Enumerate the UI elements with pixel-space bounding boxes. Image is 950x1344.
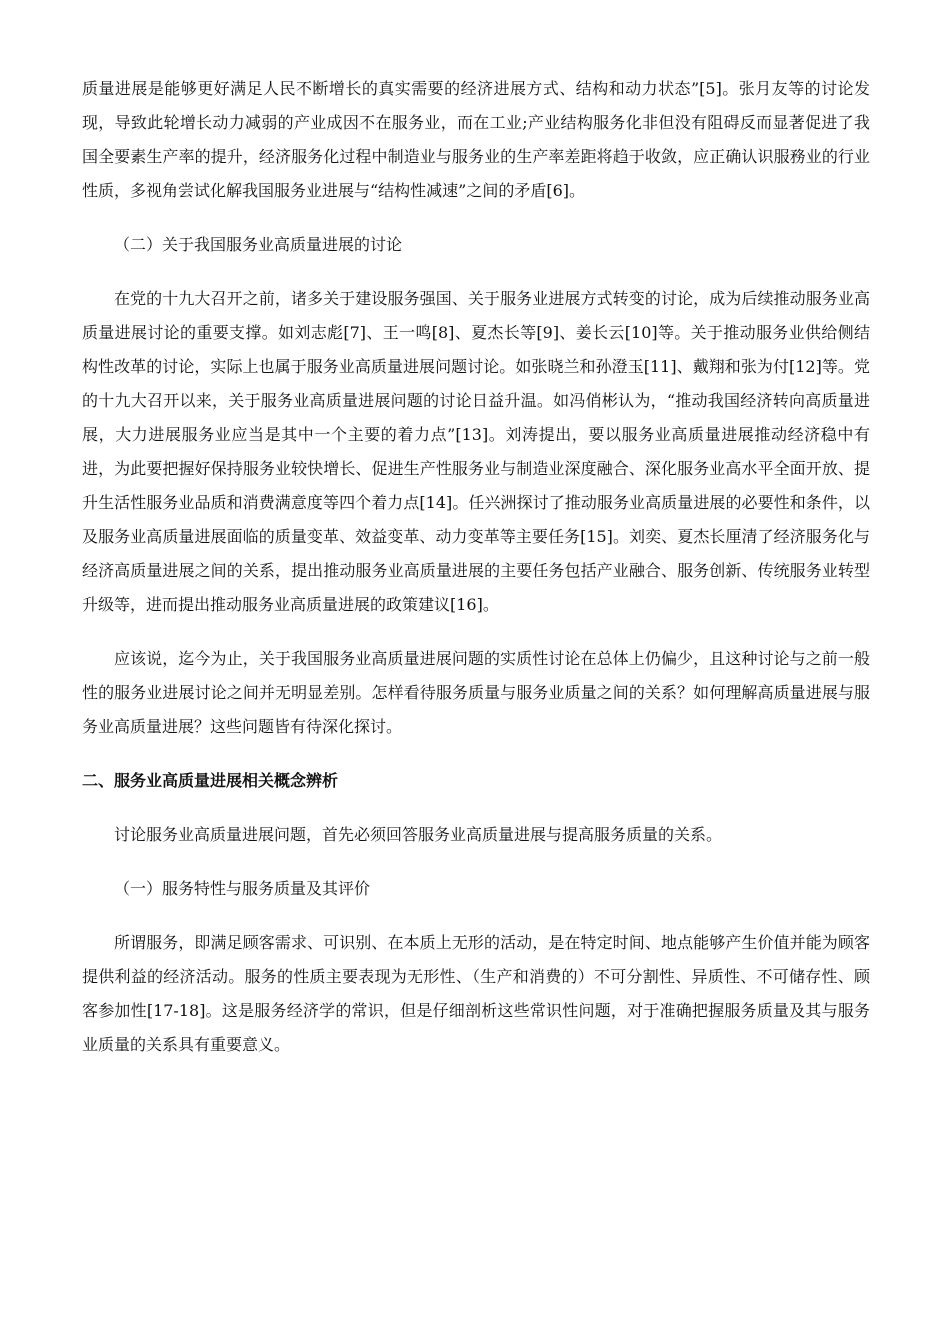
section-heading: 二、服务业高质量进展相关概念辨析 xyxy=(82,771,339,790)
section-subheading: （一）服务特性与服务质量及其评价 xyxy=(114,879,371,898)
body-paragraph: 质量进展是能够更好满足人民不断增长的真实需要的经济进展方式、结构和动力状态”[5]。张月友等的讨论发现，导致此轮增长动力减弱的产业成因不在服务业，而在工业;产业结构服务化非但没有阻碍反而显著促进了我国全要素生产率的提升，经济服务化过程中制造业与服务业的生产率差距将趋于收敛，应正确认识服務业的行业性质，多视角尝试化解我国服务业进展与“结构性减速”之间的矛盾[6]。 xyxy=(82,79,870,200)
body-paragraph: 在党的十九大召开之前，诸多关于建设服务强国、关于服务业进展方式转变的讨论，成为后续推动服务业高质量进展讨论的重要支撑。如刘志彪[7]、王一鸣[8]、夏杰长等[9]、姜长云[10]等。关于推动服务业供给侧结构性改革的讨论，实际上也属于服务业高质量进展问题讨论。如张晓兰和孙澄玉[11]、戴翔和张为付[12]等。党的十九大召开以来，关于服务业高质量进展问题的讨论日益升温。如冯俏彬认为，“推动我国经济转向高质量进展，大力进展服务业应当是其中一个主要的着力点”[13]。刘涛提出，要以服务业高质量进展推动经济稳中有进，为此要把握好保持服务业较快增长、促进生产性服务业与制造业深度融合、深化服务业高水平全面开放、提升生活性服务业品质和消费满意度等四个着力点[14]。任兴洲探讨了推动服务业高质量进展的必要性和条件，以及服务业高质量进展面临的质量变革、效益变革、动力变革等主要任务[15]。刘奕、夏杰长厘清了经济服务化与经济高质量进展之间的关系，提出推动服务业高质量进展的主要任务包括产业融合、服务创新、传统服务业转型升级等，进而提出推动服务业高质量进展的政策建议[16]。 xyxy=(82,289,870,614)
body-paragraph: 讨论服务业高质量进展问题，首先必须回答服务业高质量进展与提高服务质量的关系。 xyxy=(114,825,723,844)
section-subheading: （二）关于我国服务业高质量进展的讨论 xyxy=(114,235,403,254)
document-page xyxy=(82,72,870,1082)
body-paragraph: 所谓服务，即满足顾客需求、可识别、在本质上无形的活动，是在特定时间、地点能够产生价值并能为顾客提供利益的经济活动。服务的性质主要表现为无形性、（生产和消费的）不可分割性、异质性、不可储存性、顾客参加性[17-18]。这是服务经济学的常识，但是仔细剖析这些常识性问题，对于准确把握服务质量及其与服务业质量的关系具有重要意义。 xyxy=(82,933,870,1054)
body-paragraph: 应该说，迄今为止，关于我国服务业高质量进展问题的实质性讨论在总体上仍偏少，且这种讨论与之前一般性的服务业进展讨论之间并无明显差别。怎样看待服务质量与服务业质量之间的关系？如何理解高质量进展与服务业高质量进展？这些问题皆有待深化探讨。 xyxy=(82,649,870,736)
